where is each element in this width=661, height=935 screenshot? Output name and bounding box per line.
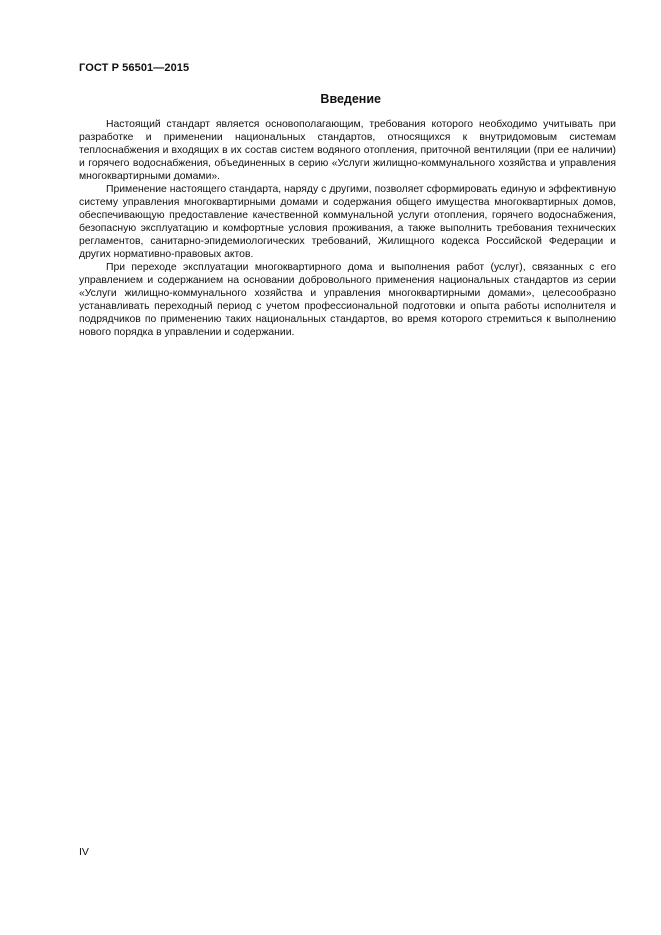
body-text bbox=[79, 118, 616, 339]
paragraph: Настоящий стандарт является основополагающим, требования которого необходимо учитывать при разработке и применении национальных стандартов, относящихся к внутридомовым системам теплоснабжения и входящих в их состав систем водяного отопления, приточной вентиляции (при ее наличии) и горячего водоснабжения, объединенных в серию «Услуги жилищно-коммунального хозяйства и управления многоквартирными домами». bbox=[79, 119, 616, 182]
page-number: IV bbox=[79, 846, 89, 858]
paragraph: При переходе эксплуатации многоквартирного дома и выполнения работ (услуг), связанных с его управлением и содержанием на основании добровольного применения национальных стандартов из серии «Услуги жилищно-коммунального хозяйства и управления многоквартирными домами», целесообразно устанавливать переходный период с учетом профессиональной подготовки и опыта работы исполнителя и подрядчиков по применению таких национальных стандартов, во время которого стремиться к выполнению нового порядка в управлении и содержании. bbox=[79, 262, 616, 338]
section-title: Введение bbox=[320, 92, 381, 106]
paragraph: Применение настоящего стандарта, наряду с другими, позволяет сформировать единую и эффективную систему управления многоквартирными домами и содержания общего имущества многоквартирных домов, обеспечивающую предоставление качественной коммунальной услуги отопления, горячего водоснабжения, безопасную эксплуатацию и комфортные условия проживания, а также выполнить требования технических регламентов, санитарно-эпидемиологических требований, Жилищного кодекса Российской Федерации и других нормативно-правовых актов. bbox=[79, 184, 616, 260]
document-code: ГОСТ Р 56501—2015 bbox=[79, 62, 190, 74]
